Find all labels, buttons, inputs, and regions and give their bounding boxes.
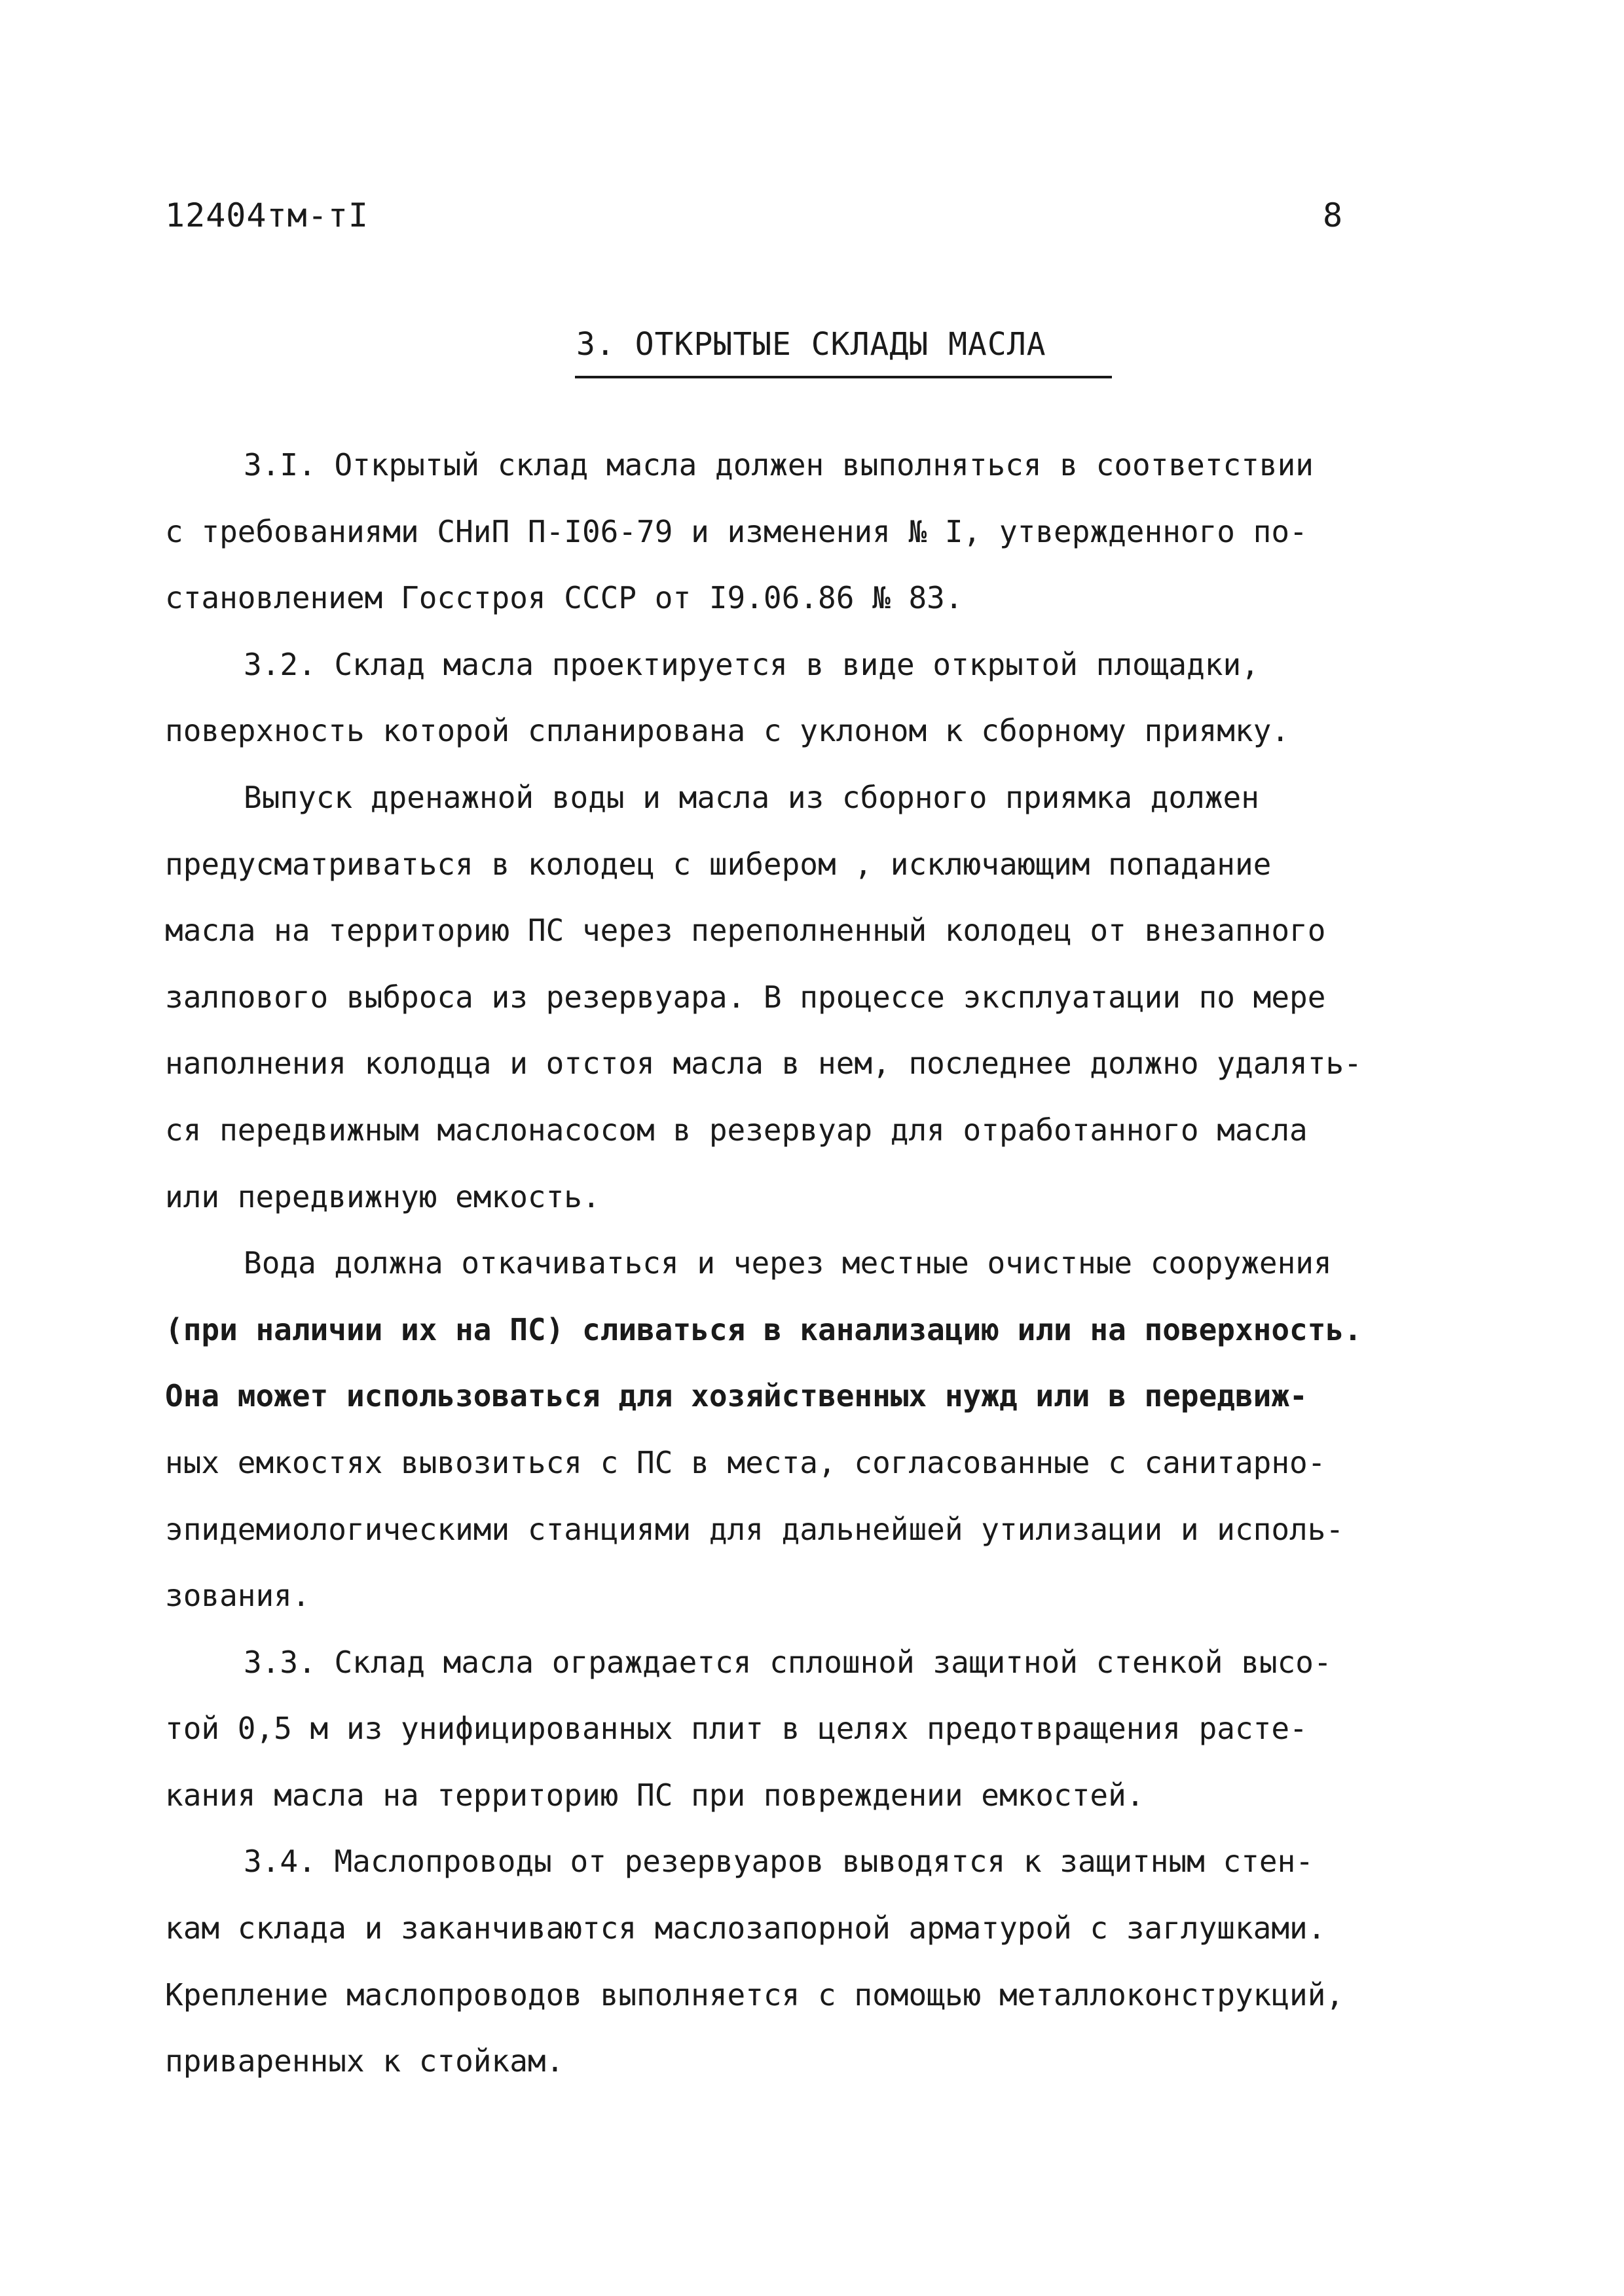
page-number: 8 bbox=[1323, 196, 1343, 234]
section-title: 3. ОТКРЫТЫЕ СКЛАДЫ МАСЛА bbox=[576, 326, 1046, 363]
paragraph-line: Крепление маслопроводов выполняется с помощью металлоконструкций, bbox=[165, 1977, 1344, 2013]
paragraph-line: масла на территорию ПС через переполненный колодец от внезапного bbox=[165, 913, 1326, 949]
paragraph-line: (при наличии их на ПС) сливаться в канализацию или на поверхность. bbox=[165, 1311, 1362, 1347]
paragraph-line: с требованиями СНиП П-I06-79 и изменения № I, утвержденного по- bbox=[165, 513, 1308, 549]
paragraph-line: Она может использоваться для хозяйственных нужд или в передвиж- bbox=[165, 1378, 1308, 1414]
paragraph-line: Вода должна откачиваться и через местные очистные сооружения bbox=[244, 1245, 1332, 1281]
body-text bbox=[165, 432, 1475, 2095]
title-underline bbox=[575, 376, 1112, 378]
paragraph-line: поверхность которой спланирована с уклоном к сборному приямку. bbox=[165, 713, 1290, 749]
paragraph-line: кам склада и заканчиваются маслозапорной арматурой с заглушками. bbox=[165, 1910, 1326, 1946]
paragraph-line: наполнения колодца и отстоя масла в нем, последнее должно удалять- bbox=[165, 1046, 1362, 1082]
paragraph-line: залпового выброса из резервуара. В процессе эксплуатации по мере bbox=[165, 979, 1326, 1015]
paragraph-line: или передвижную емкость. bbox=[165, 1178, 600, 1214]
paragraph-line: предусматриваться в колодец с шибером , исключающим попадание bbox=[165, 846, 1272, 882]
paragraph-line: 3.4. Маслопроводы от резервуаров выводятся к защитным стен- bbox=[244, 1844, 1314, 1880]
paragraph-line: ных емкостях вывозиться с ПС в места, согласованные с санитарно- bbox=[165, 1444, 1326, 1480]
paragraph-line: 3.I. Открытый склад масла должен выполняться в соответствии bbox=[244, 447, 1314, 483]
paragraph-line: 3.2. Склад масла проектируется в виде открытой площадки, bbox=[244, 646, 1259, 682]
document-code: 12404тм-тI bbox=[165, 196, 369, 234]
paragraph-line: становлением Госстроя СССР от I9.06.86 № 83. bbox=[165, 580, 963, 616]
paragraph-line: ся передвижным маслонасосом в резервуар для отработанного масла bbox=[165, 1112, 1308, 1148]
paragraph-line: 3.3. Склад масла ограждается сплошной защитной стенкой высо- bbox=[244, 1644, 1332, 1680]
paragraph-line: эпидемиологическими станциями для дальнейшей утилизации и исполь- bbox=[165, 1511, 1344, 1547]
paragraph-line: зования. bbox=[165, 1578, 310, 1614]
paragraph-line: той 0,5 м из унифицированных плит в целях предотвращения расте- bbox=[165, 1711, 1308, 1747]
paragraph-line: кания масла на территорию ПС при повреждении емкостей. bbox=[165, 1777, 1145, 1813]
paragraph-line: приваренных к стойкам. bbox=[165, 2043, 564, 2079]
paragraph-line: Выпуск дренажной воды и масла из сборного приямка должен bbox=[244, 779, 1259, 815]
